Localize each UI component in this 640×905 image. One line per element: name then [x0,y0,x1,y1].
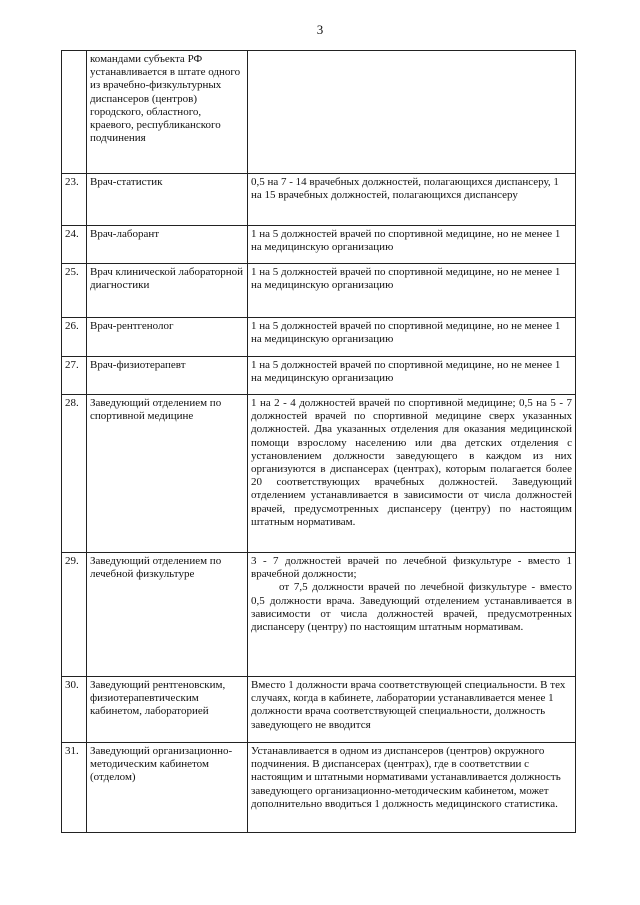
table-row [62,264,576,318]
row-number [62,51,87,174]
table-row [62,395,576,553]
staffing-norm: 0,5 на 7 - 14 врачебных должностей, полагающихся диспансеру, 1 на 15 врачебных должностей, полагающихся диспансеру [248,174,576,226]
position-title: Заведующий рентгеновским, физиотерапевтическим кабинетом, лабораторией [87,677,248,743]
position-title: Врач-рентгенолог [87,318,248,357]
table-row [62,677,576,743]
row-number: 24. [62,226,87,264]
staffing-norm: 1 на 5 должностей врачей по спортивной медицине, но не менее 1 на медицинскую организацию [248,264,576,318]
row-number: 28. [62,395,87,553]
staffing-norm: 1 на 5 должностей врачей по спортивной медицине, но не менее 1 на медицинскую организацию [248,318,576,357]
position-title: Врач-физиотерапевт [87,357,248,395]
position-title: Врач клинической лабораторной диагностики [87,264,248,318]
staffing-norms-table [61,50,576,833]
table-row [62,174,576,226]
staffing-norm: 1 на 2 - 4 должностей врачей по спортивной медицине; 0,5 на 5 - 7 должностей врачей по спортивной медицине сверх указанных должностей. Два указанных отделения для оказания медицинской помощи взрослому населению или два детских отделения с установлением должности заведующего в каждом из них организуются в диспансерах (центрах), которым полагается более 20 соответствующих врачебных должностей. Заведующий отделением устанавливается в зависимости от числа должностей врачей, предусмотренных диспансеру (центру) по настоящим штатным нормативам. [248,395,576,553]
table-row [62,743,576,833]
row-number: 30. [62,677,87,743]
row-number: 23. [62,174,87,226]
page-number: 3 [316,22,324,37]
staffing-norm-part-1: 3 - 7 должностей врачей по лечебной физкультуре - вместо 1 врачебной должности; [251,555,572,581]
staffing-norm: 1 на 5 должностей врачей по спортивной медицине, но не менее 1 на медицинскую организацию [248,226,576,264]
position-title: Заведующий отделением по спортивной медицине [87,395,248,553]
table-row [62,318,576,357]
staffing-norm-part-2: от 7,5 должности врачей по лечебной физкультуре - вместо 0,5 должности врача. Заведующий отделением устанавливается в зависимости от числа должностей врачей, предусмотренных диспансеру (центру) по настоящим штатным нормативам. [251,581,572,634]
row-number: 27. [62,357,87,395]
staffing-norm: 1 на 5 должностей врачей по спортивной медицине, но не менее 1 на медицинскую организацию [248,357,576,395]
table-row [62,51,576,174]
row-number: 25. [62,264,87,318]
table-row [62,553,576,677]
staffing-norm: Устанавливается в одном из диспансеров (центров) окружного подчинения. В диспансерах (центрах), где в соответствии с настоящим и штатными нормативами устанавливается должность заведующего организационно-методическим кабинетом, может дополнительно вводиться 1 должность медицинского статистика. [248,743,576,833]
position-title: Заведующий организационно-методическим кабинетом (отделом) [87,743,248,833]
row-number: 29. [62,553,87,677]
row-number: 26. [62,318,87,357]
position-title: командами субъекта РФ устанавливается в штате одного из врачебно-физкультурных диспансеров (центров) городского, областного, краевого, республиканского подчинения [87,51,248,174]
staffing-norm [248,553,576,677]
position-title: Врач-статистик [87,174,248,226]
table-row [62,226,576,264]
position-title: Заведующий отделением по лечебной физкультуре [87,553,248,677]
table-row [62,357,576,395]
position-title: Врач-лаборант [87,226,248,264]
row-number: 31. [62,743,87,833]
staffing-norm: Вместо 1 должности врача соответствующей специальности. В тех случаях, когда в кабинете, лаборатории устанавливается менее 1 должности врача соответствующей специальности, должность заведующего не вводится [248,677,576,743]
staffing-norm [248,51,576,174]
